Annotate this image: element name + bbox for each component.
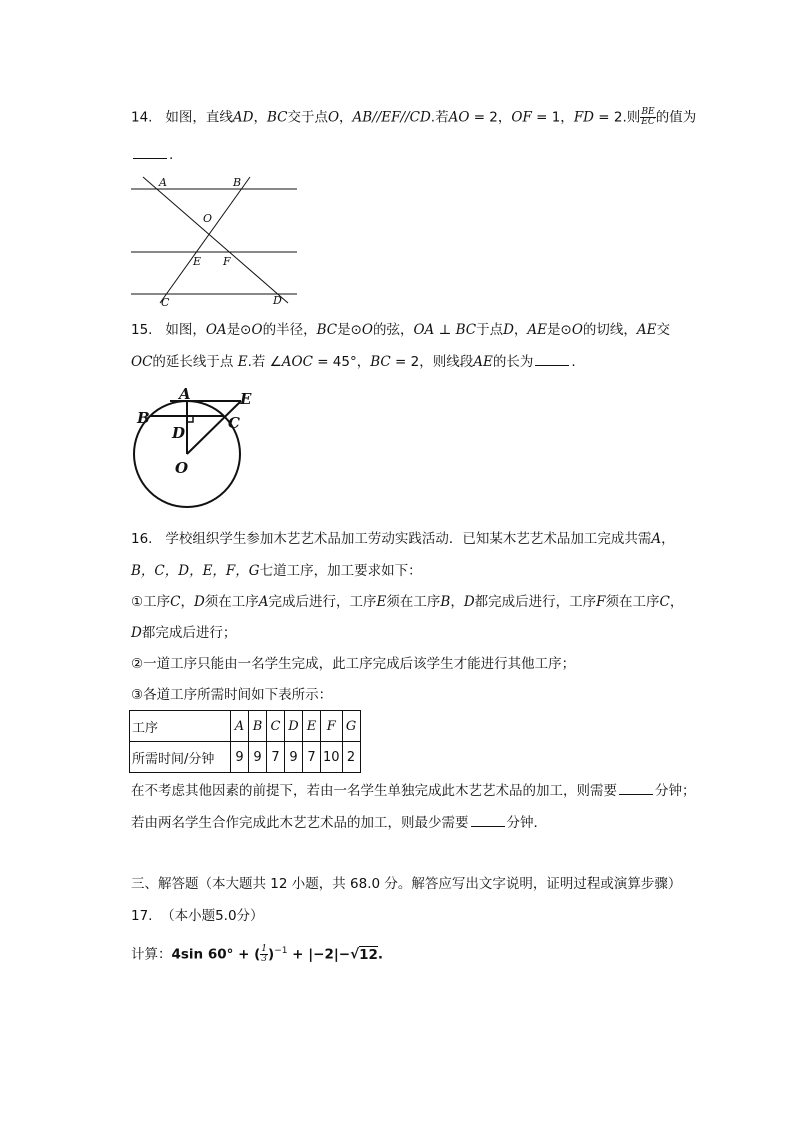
table-cell: 7: [303, 742, 321, 773]
label-b: B: [137, 409, 150, 427]
table-cell: F: [321, 711, 343, 742]
q17-expression: 计算：4sin 60° + ( $\frac{1}{3}$ )$^{-1}$ + |−2|−√12.: [131, 944, 384, 964]
table-row: [130, 711, 361, 742]
q16-rule2: ②一道工序只能由一名学生完成，此工序完成后该学生才能进行其他工序；: [131, 656, 576, 672]
q16-line2: B，C，D，E，F，G七道工序，加工要求如下：: [131, 563, 422, 579]
q16-number: 16.: [131, 531, 153, 547]
table-header-label: 工序: [130, 711, 231, 742]
label-a: A: [179, 385, 191, 403]
label-b: B: [233, 176, 242, 189]
answer-blank[interactable]: [133, 146, 167, 159]
table-cell: B: [249, 711, 267, 742]
q16-rule1: ①工序C，D须在工序A完成后进行，工序E须在工序B，D都完成后进行，工序F须在工序C，: [131, 594, 684, 610]
line-ad: [143, 177, 288, 303]
table-row-label: 所需时间/分钟: [130, 742, 231, 773]
section-3-title: 三、解答题（本大题共 12 小题，共 68.0 分。解答应写出文字说明，证明过程或演算步骤）: [131, 876, 682, 892]
q14-answer-line: .: [131, 146, 173, 164]
q14-figure: [125, 170, 305, 310]
q17-number: 17.: [131, 908, 153, 924]
label-d: D: [172, 424, 186, 442]
table-cell: 2: [342, 742, 360, 773]
q15-line2: OC的延长线于点 E.若 ∠AOC = 45°，BC = 2，则线段AE的长为 .: [131, 354, 576, 370]
answer-blank[interactable]: [471, 814, 505, 827]
table-cell: 7: [267, 742, 285, 773]
answer-blank[interactable]: [619, 782, 653, 795]
label-d: D: [273, 294, 282, 307]
label-e: E: [240, 390, 252, 408]
q16-question-b: 若由两名学生合作完成此木艺艺术品的加工，则最少需要 分钟．: [131, 815, 547, 831]
q15-figure: [130, 385, 260, 515]
table-cell: 9: [285, 742, 303, 773]
label-f: F: [223, 255, 231, 268]
label-c: C: [161, 296, 170, 309]
table-cell: E: [303, 711, 321, 742]
label-a: A: [159, 176, 167, 189]
q14-line1: 14. 如图，直线AD，BC交于点O，AB//EF//CD.若AO = 2，OF = 1，FD = 2.则 $\frac{BE}{EC}$ 的值为: [131, 107, 697, 127]
q14-fraction: $\frac{BE}{EC}$: [641, 107, 655, 127]
table-cell: 10: [321, 742, 343, 773]
q14-number: 14.: [131, 109, 153, 126]
label-o: O: [175, 459, 189, 477]
line-bc: [160, 177, 250, 303]
table-cell: 9: [231, 742, 249, 773]
q16-rule1-cont: D都完成后进行；: [131, 625, 237, 641]
q17-fraction: $\frac{1}{3}$: [261, 944, 268, 964]
q15-line1: 15. 如图，OA是⊙O的半径，BC是⊙O的弦，OA ⊥ BC于点D，AE是⊙O的切线，AE交: [131, 322, 671, 338]
q16-line1: 16. 学校组织学生参加木艺艺术品加工劳动实践活动．已知某木艺艺术品加工完成共需A，: [131, 531, 675, 547]
label-e: E: [193, 255, 202, 268]
process-time-table: [129, 710, 361, 773]
table-cell: D: [285, 711, 303, 742]
label-o: O: [203, 212, 213, 225]
q16-rule3: ③各道工序所需时间如下表所示：: [131, 687, 333, 703]
q17-header: 17. （本小题5.0分）: [131, 908, 264, 924]
q15-number: 15.: [131, 322, 153, 338]
table-cell: C: [267, 711, 285, 742]
label-c: C: [228, 414, 240, 432]
q16-question-a: 在不考虑其他因素的前提下，若由一名学生单独完成此木艺艺术品的加工，则需要 分钟；: [131, 783, 696, 799]
table-row: [130, 742, 361, 773]
table-cell: A: [231, 711, 249, 742]
table-cell: G: [342, 711, 360, 742]
answer-blank[interactable]: [535, 353, 569, 366]
table-cell: 9: [249, 742, 267, 773]
